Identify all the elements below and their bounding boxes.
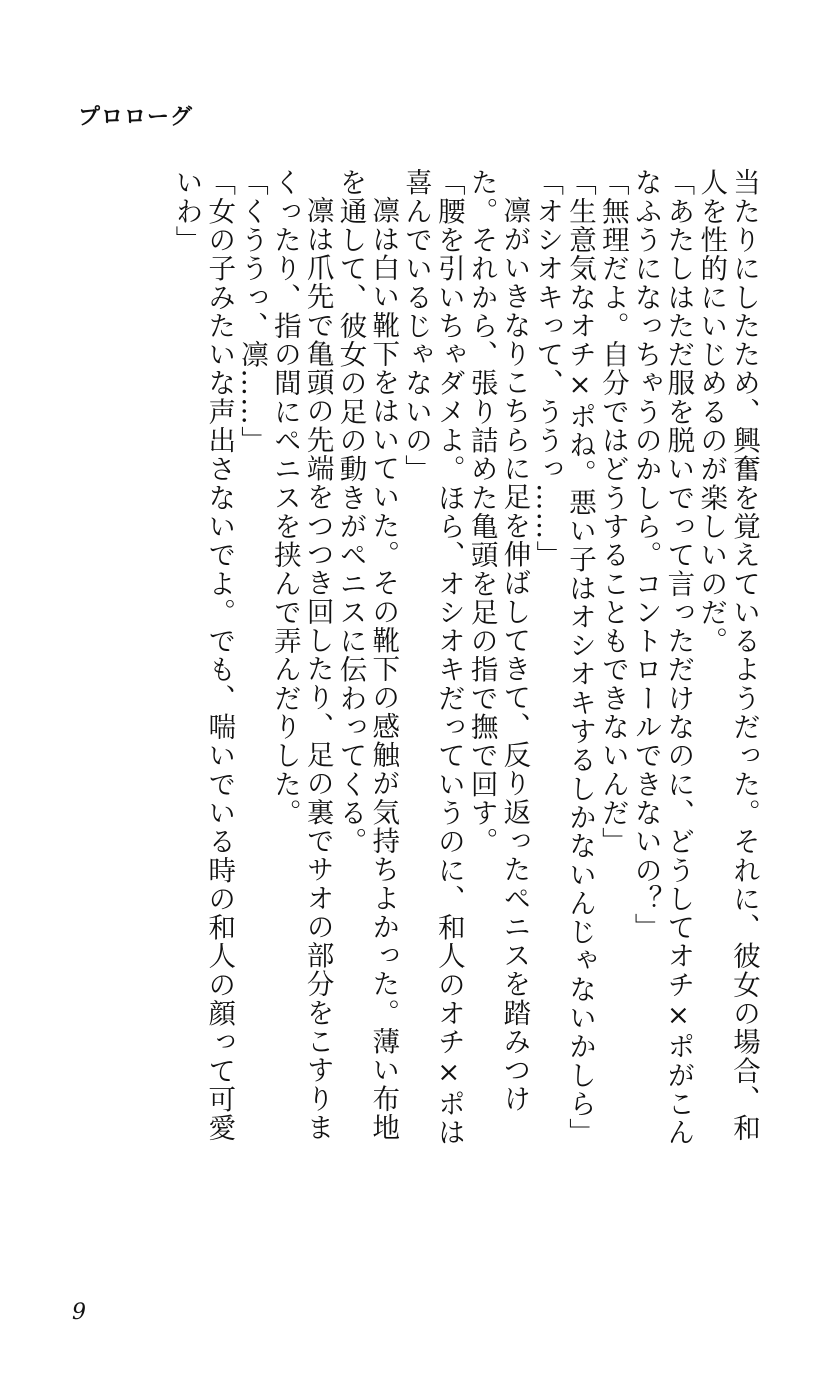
page-number: 9 — [72, 1300, 86, 1325]
paragraph-2: 「あたしはただ服を脱いでって言っただけなのに、どうしてオチ×ポがこんなふうになっちゃうのかしら。コントロールできないの？」 — [629, 168, 695, 1147]
paragraph-5: 「オシオキって、ううっ……」 — [531, 168, 564, 570]
paragraph-7: 「腰を引いちゃダメよ。ほら、オシオキだっていうのに、和人のオチ×ポは喜んでいるじゃないの」 — [400, 168, 465, 1147]
vertical-body-text — [70, 168, 760, 1168]
paragraph-1: 当たりにしたため、興奮を覚えているようだった。それに、彼女の場合、和人を性的にいじめるのが楽しいのだ。 — [695, 168, 760, 1143]
paragraph-6: 凛がいきなりこちらに足を伸ばしてきて、反り返ったペニスを踏みつけた。それから、張り詰めた亀頭を足の指で撫で回す。 — [465, 168, 531, 1113]
paragraph-3: 「無理だよ。自分ではどうすることもできないんだ」 — [596, 168, 629, 856]
paragraph-4: 「生意気なオチ×ポね。悪い子はオシオキするしかないんじゃないかしら」 — [564, 168, 597, 1147]
paragraph-8: 凛は白い靴下をはいていた。その靴下の感触が気持ちよかった。薄い布地を通して、彼女の足の動きがペニスに伝わってくる。 — [334, 168, 400, 1141]
paragraph-11: 「女の子みたいな声出さないでよ。でも、喘いでいる時の和人の顔って可愛いわ」 — [170, 168, 236, 1143]
paragraph-10: 「くううっ、凛……」 — [236, 168, 269, 455]
paragraph-9: 凛は爪先で亀頭の先端をつつき回したり、足の裏でサオの部分をこすりまくったり、指の間にペニスを挟んで弄んだりした。 — [268, 168, 334, 1141]
chapter-heading: プロローグ — [78, 105, 194, 130]
